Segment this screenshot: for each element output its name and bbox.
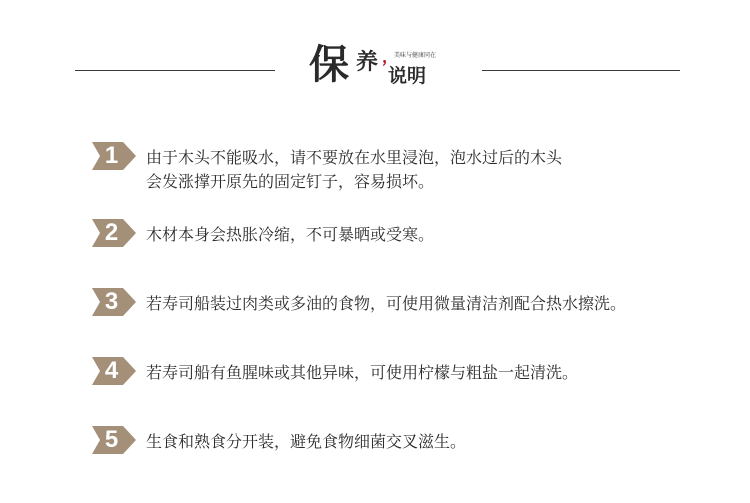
title-accent-mark: ， xyxy=(382,47,399,66)
title-tagline: 美味与健康同在 xyxy=(394,52,437,59)
badge-number: 3 xyxy=(104,288,119,315)
title-char-bao: 保 xyxy=(309,41,349,88)
care-item-line: 若寿司船装过肉类或多油的食物，可使用微量清洁剂配合热水擦洗。 xyxy=(146,294,627,313)
badge-number: 2 xyxy=(104,219,119,246)
title-char-yang: 养 xyxy=(356,49,379,75)
badge-number: 4 xyxy=(104,357,119,384)
care-item-line: 会发涨撑开原先的固定钉子，容易损坏。 xyxy=(146,172,435,191)
care-item-text xyxy=(146,223,434,247)
care-item-text xyxy=(146,146,562,194)
badge-number: 5 xyxy=(104,426,119,453)
care-item-line: 木材本身会热胀冷缩，不可暴晒或受寒。 xyxy=(146,225,435,244)
care-item-text xyxy=(146,292,626,316)
care-item-line: 生食和熟食分开装，避免食物细菌交叉滋生。 xyxy=(146,432,467,451)
title-line-left xyxy=(75,70,275,71)
title-line-right xyxy=(482,70,680,71)
care-item-text xyxy=(146,430,466,454)
care-item-text xyxy=(146,361,578,385)
badge-number: 1 xyxy=(104,142,119,169)
title-subtitle: 说明 xyxy=(388,65,427,87)
care-item-line: 若寿司船有鱼腥味或其他异味，可使用柠檬与粗盐一起清洗。 xyxy=(146,363,579,382)
care-item-line: 由于木头不能吸水，请不要放在水里浸泡，泡水过后的木头 xyxy=(146,148,563,167)
